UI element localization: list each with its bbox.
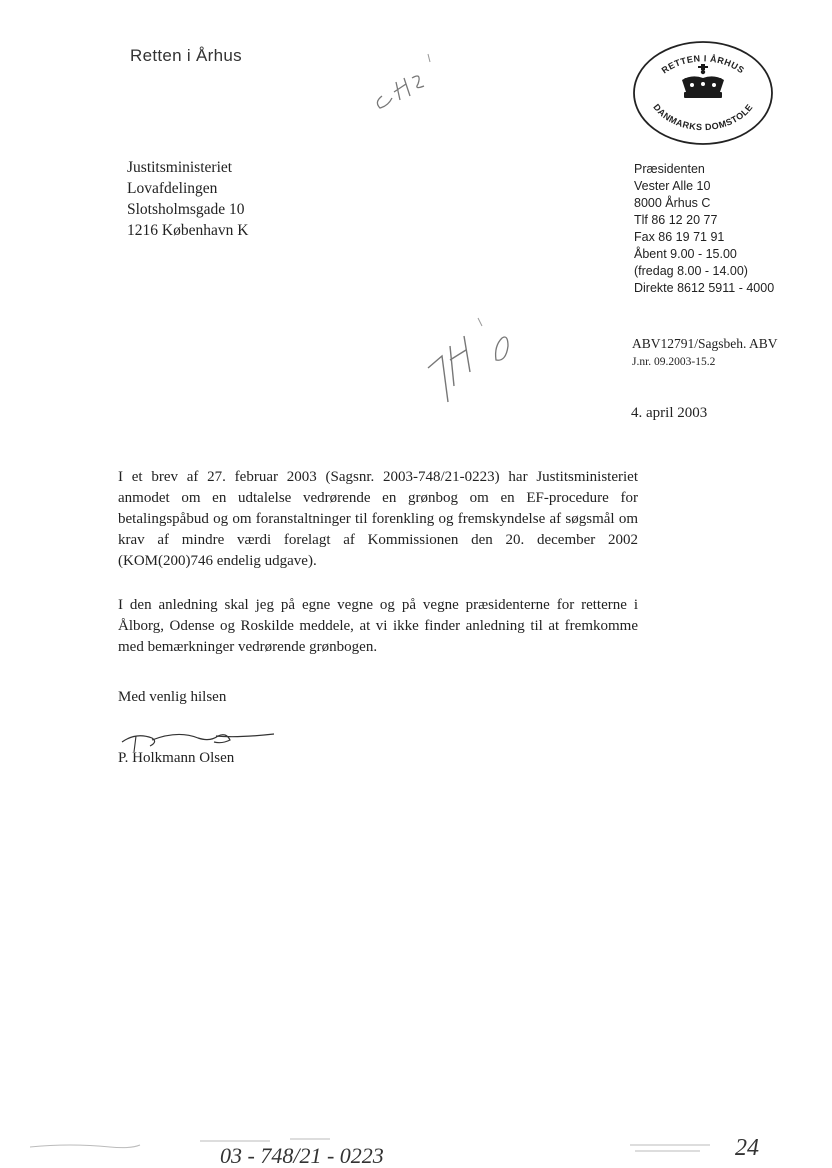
court-seal-logo bbox=[632, 40, 774, 146]
scanned-footer bbox=[30, 1125, 830, 1168]
sender-line: Tlf 86 12 20 77 bbox=[634, 213, 718, 227]
sender-line: Præsidenten bbox=[634, 162, 705, 176]
recipient-line: Lovafdelingen bbox=[127, 180, 218, 197]
sender-line: Åbent 9.00 - 15.00 bbox=[634, 247, 737, 261]
sender-line: Direkte 8612 5911 - 4000 bbox=[634, 281, 775, 295]
recipient-line: Justitsministeriet bbox=[127, 159, 233, 176]
seal-bottom-text: DANMARKS DOMSTOLE bbox=[651, 102, 755, 133]
handwritten-mark bbox=[420, 316, 530, 411]
seal-top-text: RETTEN I ÅRHUS bbox=[659, 53, 747, 76]
letter-body bbox=[118, 467, 638, 681]
case-reference: ABV12791/Sagsbeh. ABV bbox=[632, 336, 778, 351]
handwritten-initials bbox=[370, 48, 450, 118]
sender-line: Vester Alle 10 bbox=[634, 179, 711, 193]
body-paragraph: I et brev af 27. februar 2003 (Sagsnr. 2003-748/21-0223) har Justitsministeriet anmodet om en udtalelse vedrørende en grønbog om en EF-procedure for betalingspåbud og om foranstaltninger til forenkling og fremskyndelse af søgsmål om krav af mindre værdi forelagt af Kommissionen den 20. december 2002 (KOM(200)746 endelig udgave). bbox=[118, 469, 638, 569]
handwritten-case-number: 03 - 748/21 - 0223 bbox=[220, 1143, 384, 1168]
body-paragraph: I den anledning skal jeg på egne vegne og på vegne præsidenterne for retterne i Ålborg, Odense og Roskilde meddele, at vi ikke finder anledning til at fremkomme med bemærkninger vedrørende grønbogen. bbox=[118, 597, 638, 655]
sender-line: (fredag 8.00 - 14.00) bbox=[634, 264, 748, 278]
signer-name: P. Holkmann Olsen bbox=[118, 750, 235, 766]
recipient-line: 1216 København K bbox=[127, 222, 249, 239]
svg-text:DANMARKS DOMSTOLE bbox=[651, 102, 754, 132]
reference-block bbox=[632, 335, 778, 371]
closing-salutation: Med venlig hilsen bbox=[118, 689, 227, 705]
sender-line: Fax 86 19 71 91 bbox=[634, 230, 725, 244]
journal-number: J.nr. 09.2003-15.2 bbox=[632, 356, 716, 368]
recipient-line: Slotsholmsgade 10 bbox=[127, 201, 245, 218]
court-name: Retten i Århus bbox=[130, 46, 242, 65]
recipient-address bbox=[127, 157, 248, 241]
sender-line: 8000 Århus C bbox=[634, 196, 711, 210]
sender-contact-block bbox=[634, 161, 774, 297]
letter-date: 4. april 2003 bbox=[631, 405, 708, 421]
handwritten-page-number: 24 bbox=[735, 1135, 759, 1161]
crown-icon bbox=[682, 64, 724, 98]
